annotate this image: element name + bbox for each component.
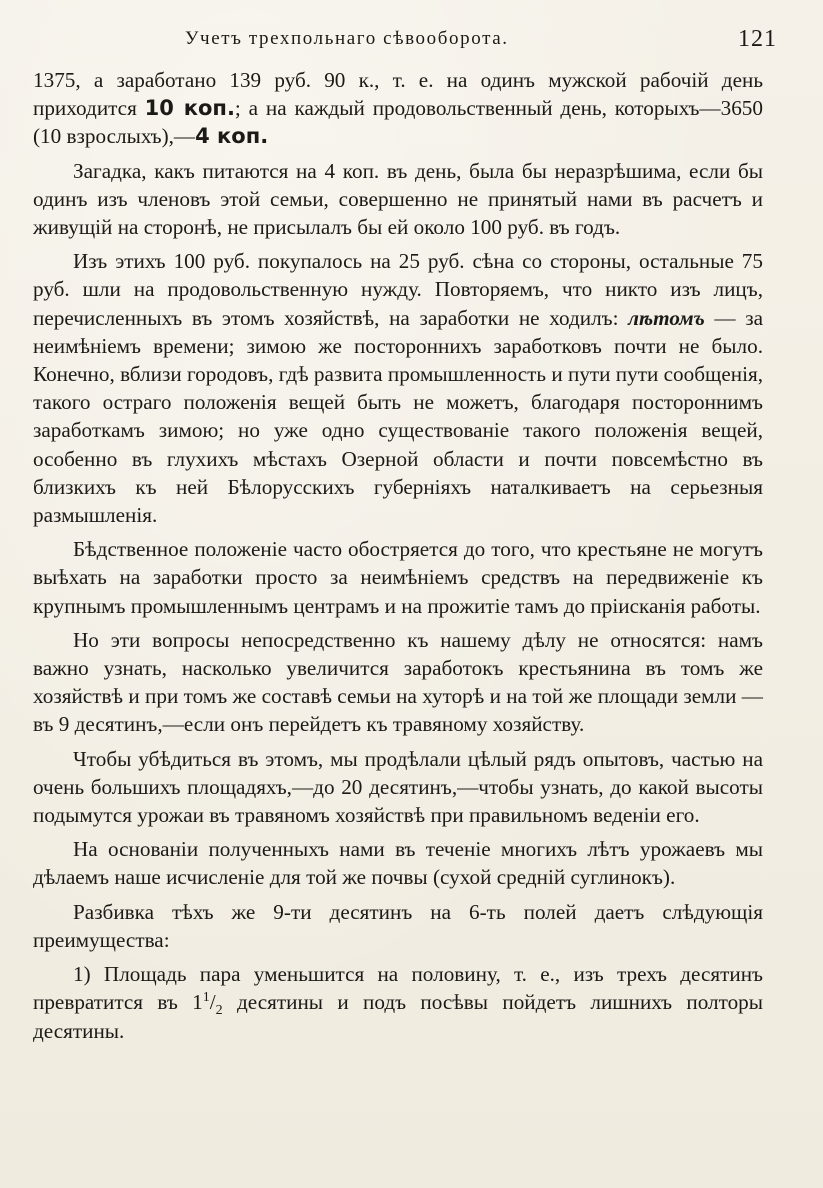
- paragraph-7: На основаніи полученныхъ нами въ теченіе многихъ лѣтъ урожаевъ мы дѣлаемъ наше исчисленіе для той же почвы (сухой средній суглинокъ).: [33, 837, 763, 890]
- paragraph-1-text-b: ; а на каждый продовольственный день, которыхъ—3650 (10 взрослыхъ),—: [33, 96, 763, 149]
- paragraph-2: Загадка, какъ питаются на 4 коп. въ день, была бы неразрѣшима, если бы одинъ изъ членовъ этой семьи, совершенно не принятый нами въ расчетъ и живущій на сторонѣ, не присылалъ бы ей около 100 руб. въ годъ.: [33, 158, 763, 240]
- fraction-denominator: 2: [215, 1003, 223, 1019]
- paragraph-1-text-a: 1375, а заработано 139 руб. 90 к., т. е. на одинъ мужской рабочій день приходится: [33, 68, 763, 121]
- emphasis-letom: лѣтомъ: [628, 305, 705, 330]
- paragraph-9-text-a: 1) Площадь пара уменьшится на половину, т. е., изъ трехъ десятинъ превратится въ 1: [33, 962, 763, 1015]
- paragraph-6: Чтобы убѣдиться въ этомъ, мы продѣлали цѣлый рядъ опытовъ, частью на очень большихъ площадяхъ,—до 20 десятинъ,—чтобы узнать, до какой высоты подымутся урожаи въ травяномъ хозяйствѣ при правильномъ веденіи его.: [33, 746, 763, 828]
- paragraph-3-text-a: Изъ этихъ 100 руб. покупалось на 25 руб. сѣна со стороны, остальные 75 руб. шли на продовольственную нужду. Повторяемъ, что никто изъ лицъ, перечисленныхъ въ этомъ хозяйствѣ, на заработки не ходилъ:: [33, 249, 763, 330]
- running-title: Учетъ трехпольнаго сѣвооборота.: [185, 28, 509, 49]
- fraction-slash: /: [209, 990, 216, 1015]
- paragraph-3: [33, 247, 763, 529]
- paragraph-4: Бѣдственное положеніе часто обостряется до того, что крестьяне не могутъ выѣхать на заработки просто за неимѣніемъ средствъ на передвиженіе къ крупнымъ промышленнымъ центрамъ и на прожитіе тамъ до пріисканія работы.: [33, 537, 763, 618]
- body-text: [33, 66, 763, 1051]
- highlight-10-kop: 10 коп.: [144, 96, 235, 121]
- paragraph-1: [33, 66, 763, 151]
- paragraph-9-text-b: десятины и подъ посѣвы пойдетъ лишнихъ полторы десятины.: [33, 990, 763, 1043]
- fraction-numerator: 1: [202, 990, 210, 1006]
- highlight-4-kop: 4 коп.: [195, 124, 269, 149]
- paragraph-5: Но эти вопросы непосредственно къ нашему дѣлу не относятся: намъ важно узнать, насколько увеличится заработокъ крестьянина въ томъ же хозяйствѣ и при томъ же составѣ семьи на хуторѣ и на той же площади земли — въ 9 десятинъ,—если онъ перейдетъ къ травяному хозяйству.: [33, 627, 763, 737]
- paragraph-8: Разбивка тѣхъ же 9-ти десятинъ на 6-ть полей даетъ слѣдующія преимущества:: [33, 899, 763, 952]
- paragraph-9: [33, 960, 763, 1045]
- paragraph-3-text-b: — за неимѣніемъ времени; зимою же постороннихъ заработковъ почти не было. Конечно, вблизи городовъ, гдѣ развита промышленность и пути пути сообщенія, такого остраго положенія вещей быть не можетъ, благодаря постороннимъ заработкамъ зимою; но уже одно существованіе такого положенія вещей, особенно въ глухихъ мѣстахъ Озерной области и почти повсемѣстно въ близкихъ къ ней Бѣлорусскихъ губерніяхъ наталкиваетъ на серьезныя размышленія.: [33, 305, 763, 528]
- page-number: 121: [738, 26, 777, 52]
- running-header: [40, 26, 785, 54]
